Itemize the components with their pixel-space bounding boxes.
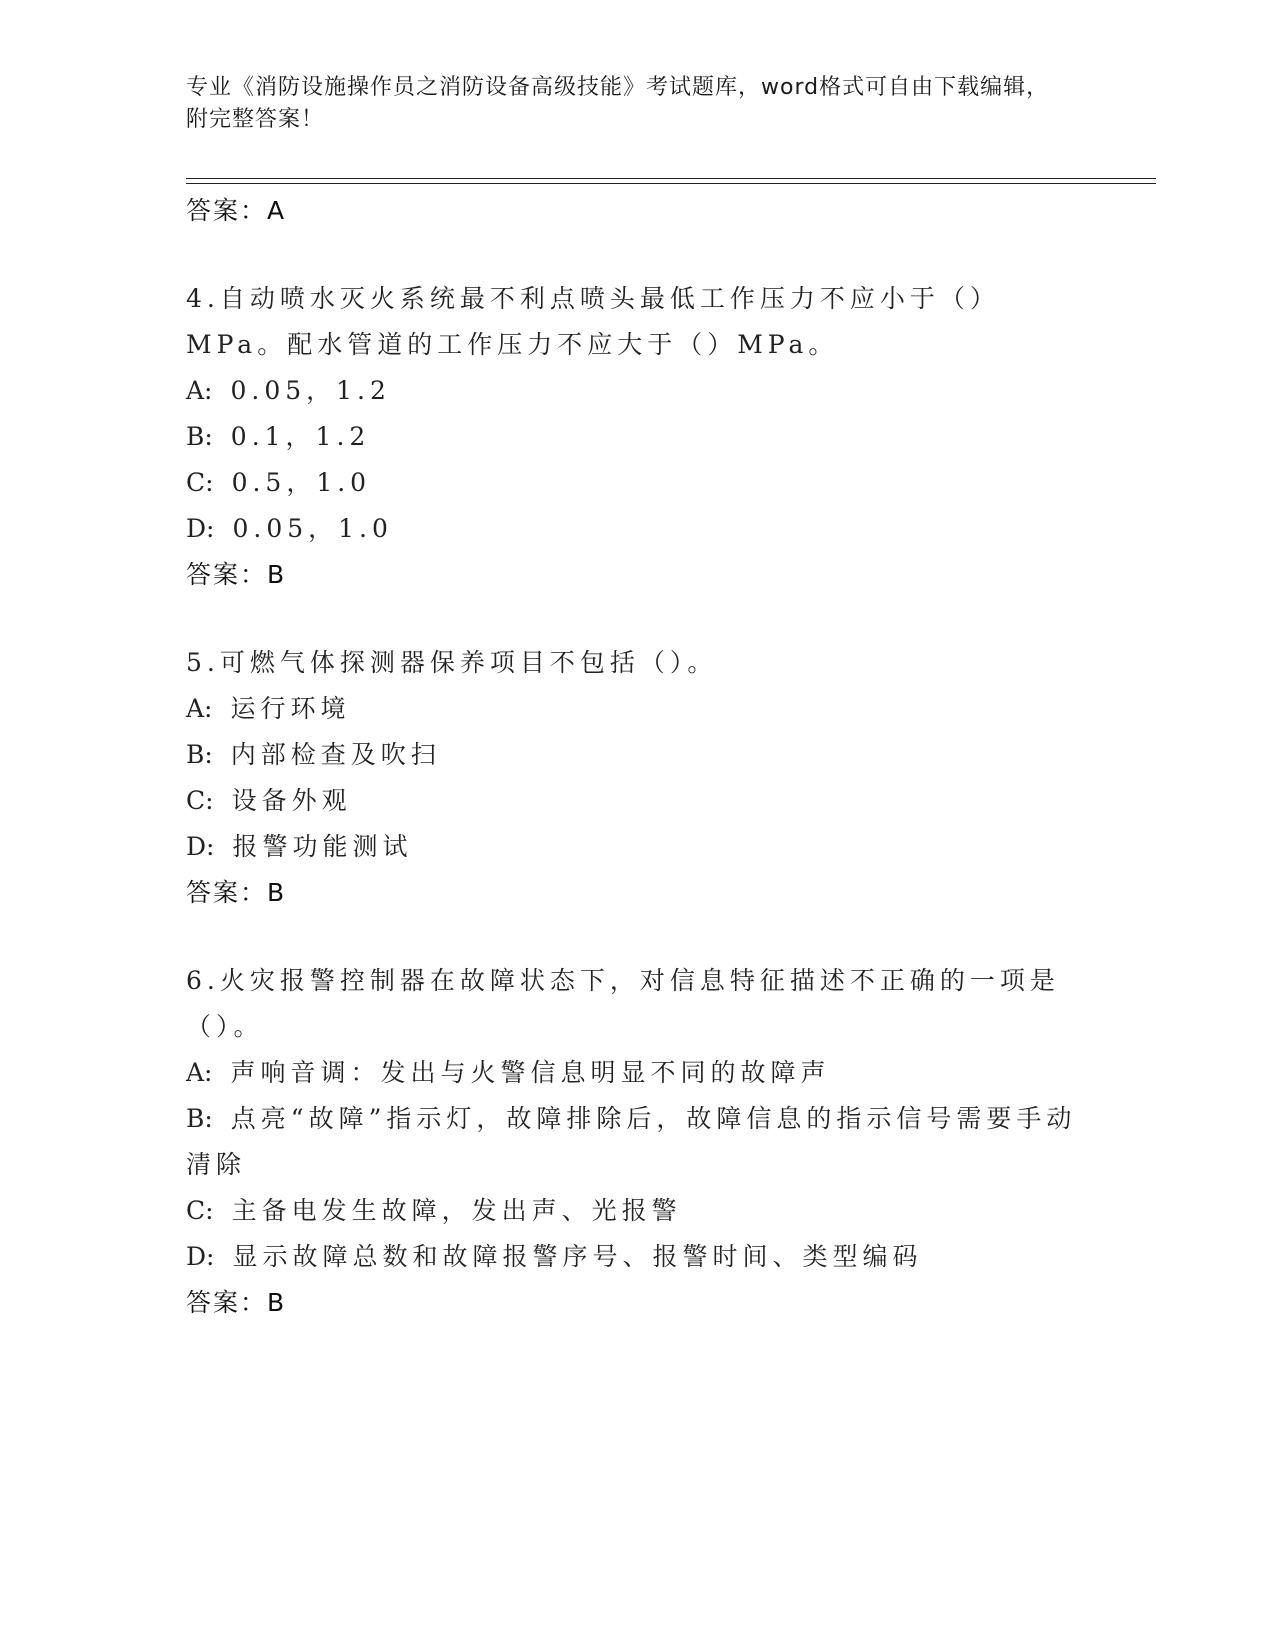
option-text: 报警功能测试 <box>232 832 413 861</box>
option-key: C: <box>186 786 214 815</box>
option-text: 0.05，1.0 <box>232 514 393 543</box>
answer-value: B <box>267 878 285 907</box>
question-list <box>186 188 1086 1326</box>
answer-value: A <box>267 196 285 225</box>
option-b <box>186 732 1086 778</box>
header-divider-bottom <box>186 183 1156 184</box>
option-key: A: <box>186 376 213 405</box>
option-d <box>186 1234 1086 1280</box>
option-key: C: <box>186 1196 214 1225</box>
document-header: 专业《消防设施操作员之消防设备高级技能》考试题库，word格式可自由下载编辑，附完整答案！ <box>186 75 1050 132</box>
option-c <box>186 460 1086 506</box>
option-c <box>186 1188 1086 1234</box>
question-text: 4.自动喷水灭火系统最不利点喷头最低工作压力不应小于（）MPa。配水管道的工作压力不应大于（）MPa。 <box>186 284 1000 359</box>
option-key: B: <box>186 740 213 769</box>
option-text: 运行环境 <box>230 694 351 723</box>
option-b <box>186 414 1086 460</box>
option-text: 0.5，1.0 <box>231 468 372 497</box>
option-text: 设备外观 <box>231 786 352 815</box>
question-text: 6.火灾报警控制器在故障状态下，对信息特征描述不正确的一项是（）。 <box>186 966 1060 1041</box>
option-key: D: <box>186 1242 215 1271</box>
answer-value: B <box>267 560 285 589</box>
answer-line <box>186 1280 1086 1326</box>
option-key: D: <box>186 514 215 543</box>
option-text: 内部检查及吹扫 <box>230 740 441 769</box>
answer-line <box>186 188 1086 234</box>
answer-label: 答案： <box>186 1288 268 1317</box>
option-a <box>186 1050 1086 1096</box>
option-key: B: <box>186 1104 213 1133</box>
option-key: C: <box>186 468 214 497</box>
question-block <box>186 276 1086 598</box>
answer-label: 答案： <box>186 196 268 225</box>
question-text: 5.可燃气体探测器保养项目不包括（）。 <box>186 648 718 677</box>
option-text: 0.1，1.2 <box>230 422 371 451</box>
question-block <box>186 958 1086 1326</box>
option-key: D: <box>186 832 215 861</box>
option-d <box>186 506 1086 552</box>
option-text: 主备电发生故障，发出声、光报警 <box>231 1196 682 1225</box>
answer-line <box>186 552 1086 598</box>
option-a <box>186 686 1086 732</box>
option-b <box>186 1096 1086 1188</box>
option-text: 点亮“故障”指示灯，故障排除后，故障信息的指示信号需要手动清除 <box>186 1104 1077 1179</box>
option-key: A: <box>186 694 213 723</box>
answer-label: 答案： <box>186 878 268 907</box>
option-a <box>186 368 1086 414</box>
answer-label: 答案： <box>186 560 268 589</box>
answer-value: B <box>267 1288 285 1317</box>
answer-line <box>186 870 1086 916</box>
option-text: 显示故障总数和故障报警序号、报警时间、类型编码 <box>232 1242 923 1271</box>
header-divider-top <box>186 178 1156 179</box>
option-c <box>186 778 1086 824</box>
option-key: B: <box>186 422 213 451</box>
option-text: 0.05，1.2 <box>230 376 391 405</box>
question-block <box>186 640 1086 916</box>
option-key: A: <box>186 1058 213 1087</box>
option-text: 声响音调：发出与火警信息明显不同的故障声 <box>230 1058 831 1087</box>
option-d <box>186 824 1086 870</box>
